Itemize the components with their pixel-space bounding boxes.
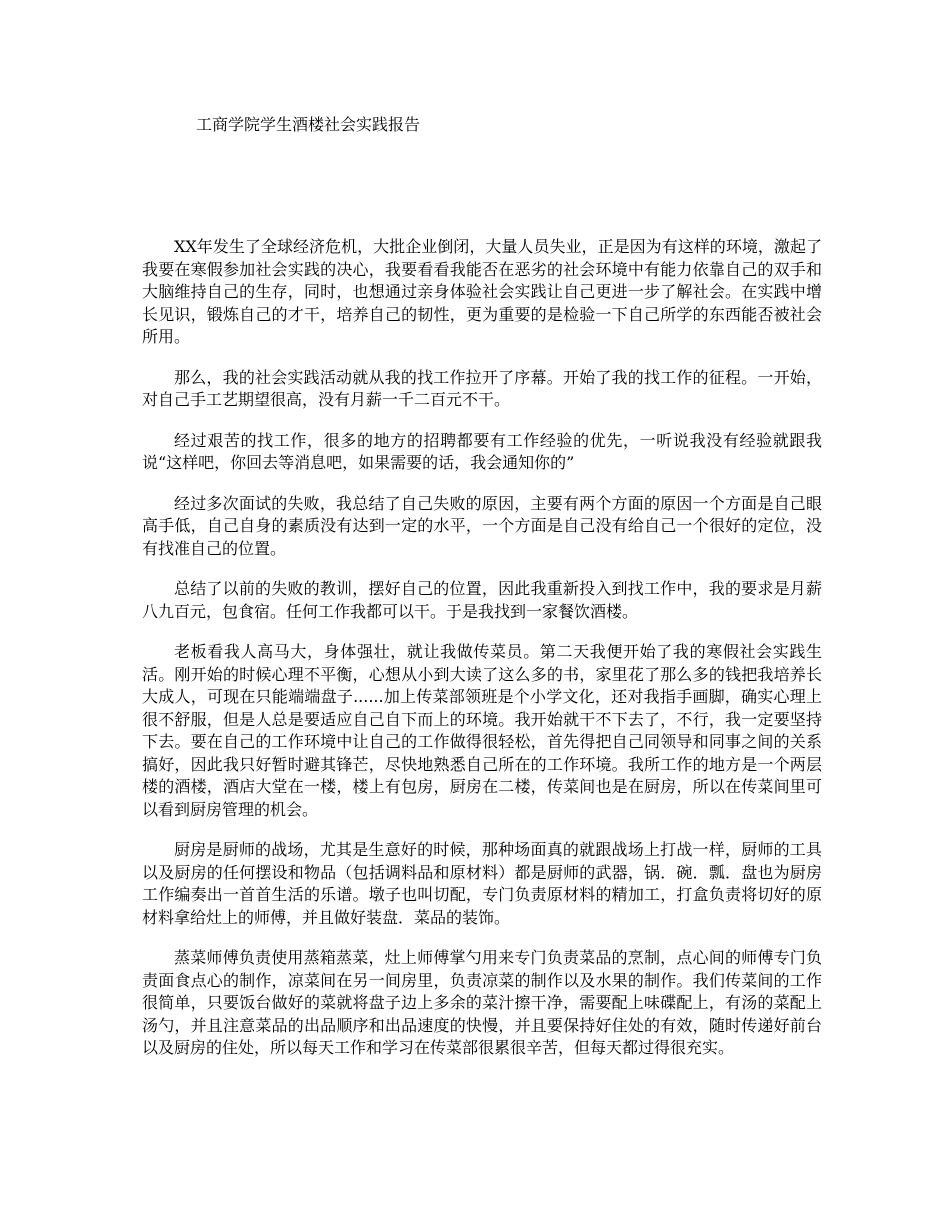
- document-title: 工商学院学生酒楼社会实践报告: [196, 115, 421, 134]
- paragraph-3: 经过艰苦的找工作，很多的地方的招聘都要有工作经验的优先，一听说我没有经验就跟我说“这样吧，你回去等消息吧，如果需要的话，我会通知你的”: [142, 430, 822, 472]
- paragraph-4: 经过多次面试的失败，我总结了自己失败的原因，主要有两个方面的原因一个方面是自己眼高手低，自己自身的素质没有达到一定的水平，一个方面是自己没有给自己一个很好的定位，没有找准自己的位置。: [142, 493, 822, 558]
- paragraph-1: XX年发生了全球经济危机，大批企业倒闭，大量人员失业，正是因为有这样的环境，激起了我要在寒假参加社会实践的决心，我要看看我能否在恶劣的社会环境中有能力依靠自己的双手和大脑维持自己的生存，同时，也想通过亲身体验社会实践让自己更进一步了解社会。在实践中增长见识，锻炼自己的才干，培养自己的韧性，更为重要的是检验一下自己所学的东西能否被社会所用。: [142, 237, 822, 346]
- paragraph-8: 蒸菜师傅负责使用蒸箱蒸菜，灶上师傅掌勺用来专门负责菜品的烹制，点心间的师傅专门负责面食点心的制作，凉菜间在另一间房里，负责凉菜的制作以及水果的制作。我们传菜间的工作很简单，只要饭台做好的菜就将盘子边上多余的菜汁擦干净，需要配上味碟配上，有汤的菜配上汤勺，并且注意菜品的出品顺序和出品速度的快慢，并且要保持好住处的有效，随时传递好前台以及厨房的住处，所以每天工作和学习在传菜部很累很辛苦，但每天都过得很充实。: [142, 948, 822, 1057]
- document-body: [142, 236, 822, 1078]
- paragraph-5: 总结了以前的失败的教训，摆好自己的位置，因此我重新投入到找工作中，我的要求是月薪八九百元，包食宿。任何工作我都可以干。于是我找到一家餐饮酒楼。: [142, 579, 822, 621]
- paragraph-7: 厨房是厨师的战场，尤其是生意好的时候，那种场面真的就跟战场上打战一样，厨师的工具以及厨房的任何摆设和物品（包括调料品和原材料）都是厨师的武器，锅．碗．瓢．盘也为厨房工作编奏出一首首生活的乐谱。墩子也叫切配，专门负责原材料的精加工，打盒负责将切好的原材料拿给灶上的师傅，并且做好装盘．菜品的装饰。: [142, 840, 822, 927]
- paragraph-2: 那么，我的社会实践活动就从我的找工作拉开了序幕。开始了我的找工作的征程。一开始，对自己手工艺期望很高，没有月薪一千二百元不干。: [142, 367, 822, 409]
- paragraph-6: 老板看我人高马大，身体强壮，就让我做传菜员。第二天我便开始了我的寒假社会实践生活。刚开始的时候心理不平衡，心想从小到大读了这么多的书，家里花了那么多的钱把我培养长大成人，可现在只能端端盘子......加上传菜部领班是个小学文化，还对我指手画脚，确实心理上很不舒服，但是人总是要适应自己自下而上的环境。我开始就干不下去了，不行，我一定要坚持下去。要在自己的工作环境中让自己的工作做得很轻松，首先得把自己同领导和同事之间的关系搞好，因此我只好暂时避其锋芒，尽快地熟悉自己所在的工作环境。我所工作的地方是一个两层楼的酒楼，酒店大堂在一楼，楼上有包房，厨房在二楼，传菜间也是在厨房，所以在传菜间里可以看到厨房管理的机会。: [142, 642, 822, 819]
